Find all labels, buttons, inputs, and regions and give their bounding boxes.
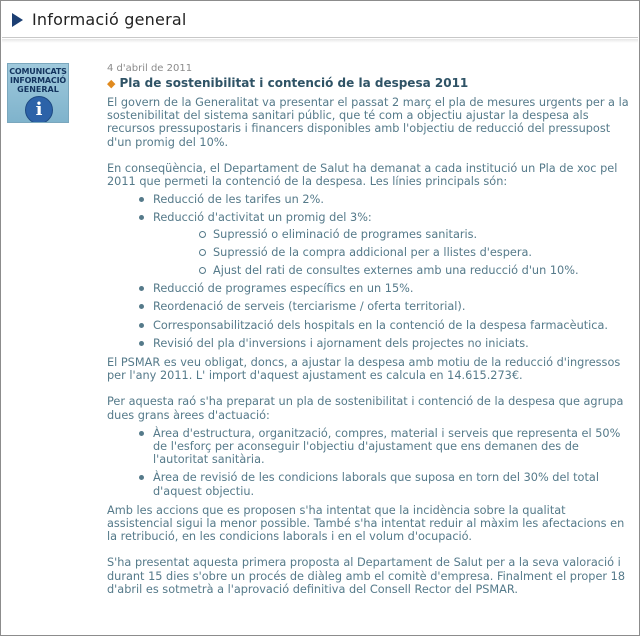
article-title[interactable]: Pla de sostenibilitat i contenció de la despesa 2011	[119, 76, 469, 90]
list-item: Reducció de programes específics en un 15%.	[137, 282, 629, 295]
badge-line-3: GENERAL	[17, 85, 59, 94]
measures-list	[137, 193, 629, 350]
list-item: Corresponsabilització dels hospitals en la contenció de la despesa farmacèutica.	[137, 319, 629, 332]
header-shadow	[2, 39, 638, 43]
article-title-link[interactable]	[107, 76, 629, 91]
paragraph-5: Amb les accions que es proposen s'ha intentat que la incidència sobre la qualitat assistencial sigui la menor possible. També s'ha intentat reduir al màxim les afectacions en la retribució, en les condicions laborals i en el volum d'ocupació.	[107, 503, 625, 544]
article	[107, 63, 629, 596]
sublist-item: Ajust del rati de consultes externes amb una reducció d'un 10%.	[197, 264, 629, 277]
badge-line-2: INFORMACIÓ	[10, 76, 66, 85]
paragraph-4: Per aquesta raó s'ha preparat un pla de sostenibilitat i contenció de la despesa que agrupa dues grans àrees d'actuació:	[107, 395, 624, 422]
article-date: 4 d'abril de 2011	[107, 63, 193, 74]
list-item	[137, 211, 629, 277]
activity-sublist	[197, 228, 629, 278]
diamond-bullet-icon: ◆	[107, 77, 116, 90]
list-item: Reordenació de serveis (terciarisme / oferta territorial).	[137, 300, 629, 313]
badge-line-1: COMUNICATS	[9, 67, 67, 76]
list-item: Àrea de revisió de les condicions laborals que suposa en torn del 30% del total d'aquest objectiu.	[137, 471, 629, 497]
paragraph-3: El PSMAR es veu obligat, doncs, a ajustar la despesa amb motiu de la reducció d'ingressos per l'any 2011. L' import d'aquest ajustament es calcula en 14.615.273€.	[107, 356, 621, 383]
section-header	[2, 2, 638, 38]
comunicats-badge	[7, 63, 69, 123]
paragraph-6: S'ha presentat aquesta primera proposta al Departament de Salut per a la seva valoració i durant 15 dies s'obre un procés de diàleg amb el comitè d'empresa. Finalment el proper 18 d'abril es sotmetrà a l'aprovació definitiva del Consell Rector del PSMAR.	[107, 556, 626, 596]
sublist-item: Supressió o eliminació de programes sanitaris.	[197, 228, 629, 241]
list-item-text: Reducció d'activitat un promig del 3%:	[153, 211, 372, 225]
areas-list	[137, 427, 629, 498]
list-item: Reducció de les tarifes un 2%.	[137, 193, 629, 206]
info-icon: i	[25, 96, 53, 123]
sublist-item: Supressió de la compra addicional per a llistes d'espera.	[197, 246, 629, 259]
list-item: Àrea d'estructura, organització, compres, material i serveis que representa el 50% de l'esforç per aconseguir l'objectiu d'ajustament que ens demanen des de l'autoritat sanitària.	[137, 427, 629, 467]
triangle-bullet-icon	[12, 13, 23, 27]
paragraph-1: El govern de la Generalitat va presentar el passat 2 març el pla de mesures urgents per a la sostenibilitat del sistema sanitari públic, que té com a objectiu ajustar la despesa als recursos pressupostaris i financers disponibles amb l'objectiu de reducció del pressupost d'un promig del 10%.	[107, 96, 629, 149]
paragraph-2: En conseqüència, el Departament de Salut ha demanat a cada institució un Pla de xoc pel 2011 que permeti la contenció de la despesa. Les línies principals són:	[107, 161, 618, 189]
list-item: Revisió del pla d'inversions i ajornament dels projectes no iniciats.	[137, 337, 629, 350]
section-title: Informació general	[32, 10, 187, 29]
